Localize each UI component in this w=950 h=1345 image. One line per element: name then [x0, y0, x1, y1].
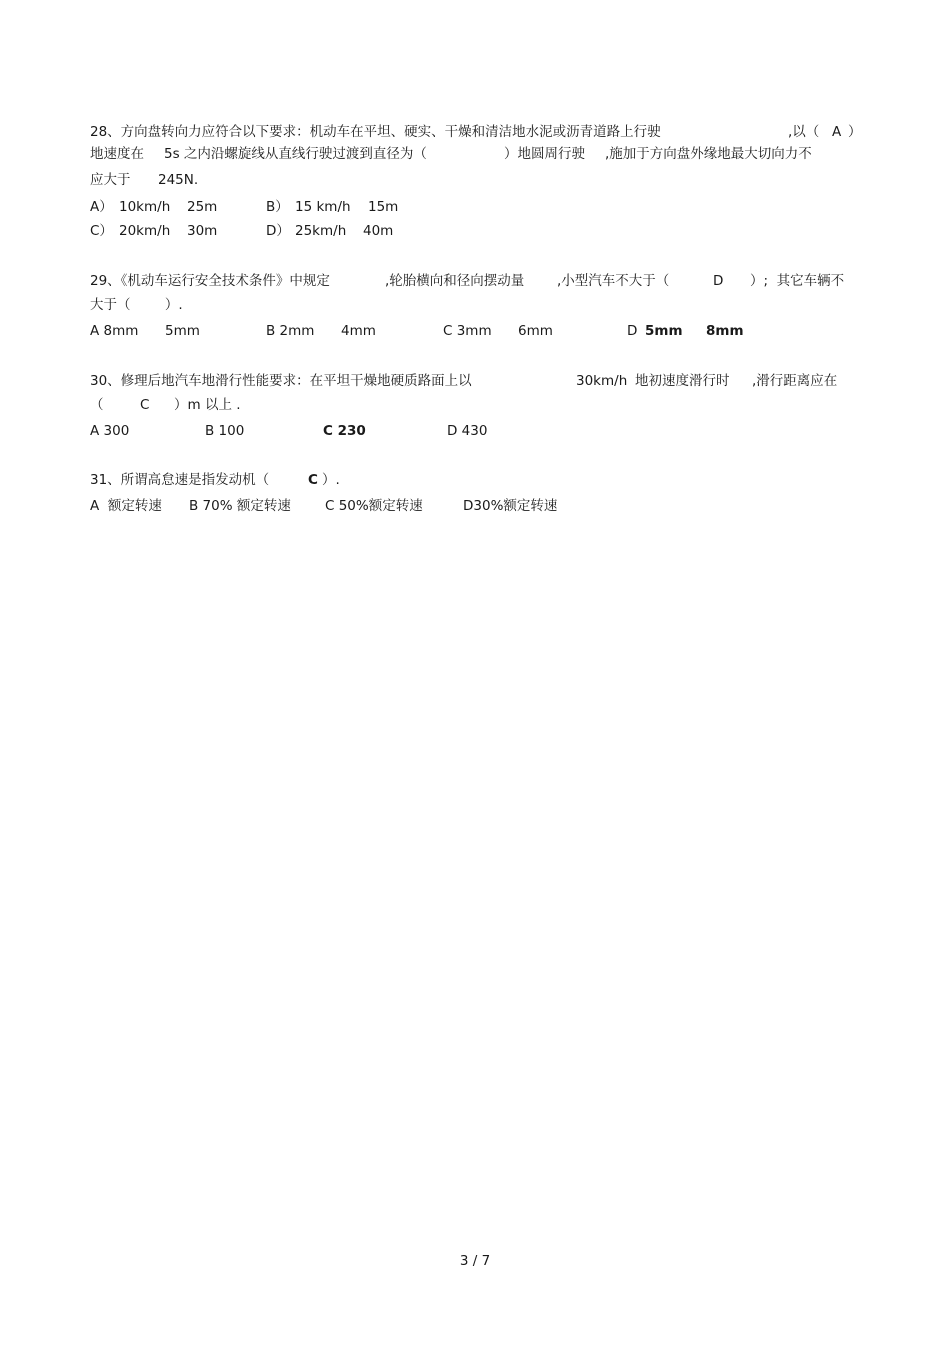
q31-option-d: D30%额定转速	[463, 498, 558, 514]
q31-option-b: B 70% 额定转速	[189, 498, 291, 514]
q30-line2-close: ）m 以上 .	[174, 397, 241, 413]
q28-option-c-label: C）	[90, 223, 113, 239]
q29-line1-c: ,小型汽车不大于（	[557, 273, 670, 289]
q30-line2-open: （	[90, 397, 104, 413]
q28-option-c-diameter: 30m	[187, 223, 218, 239]
q29-option-b-value2: 4mm	[341, 323, 376, 339]
q28-line2-b: 5s 之内沿螺旋线从直线行驶过渡到直径为（	[164, 146, 427, 162]
q30-option-a: A 300	[90, 423, 130, 439]
q30-option-d: D 430	[447, 423, 488, 439]
q29-option-b: B 2mm	[266, 323, 315, 339]
q30-line1-b: 30km/h	[576, 373, 628, 389]
q29-option-a: A 8mm	[90, 323, 139, 339]
q31-answer: C	[308, 472, 318, 488]
q28-option-b-label: B）	[266, 199, 289, 215]
q30-line1-c: 地初速度滑行时	[635, 373, 730, 389]
q29-answer: D	[713, 273, 724, 289]
q28-line2-c: ）地圆周行驶	[504, 146, 585, 162]
q28-option-d-label: D）	[266, 223, 290, 239]
q29-option-c-value2: 6mm	[518, 323, 553, 339]
q29-option-c: C 3mm	[443, 323, 492, 339]
q28-option-b-speed: 15 km/h	[295, 199, 351, 215]
q28-option-d-diameter: 40m	[363, 223, 394, 239]
q31-option-c: C 50%额定转速	[325, 498, 423, 514]
q29-line1-b: ,轮胎横向和径向摆动量	[385, 273, 525, 289]
q28-option-d-speed: 25km/h	[295, 223, 347, 239]
q31-line1-a: 31、所谓高怠速是指发动机（	[90, 472, 270, 488]
q29-line2: 大于（ ）.	[90, 297, 183, 313]
q28-answer: A	[832, 124, 842, 140]
q30-answer: C	[140, 397, 150, 413]
q29-option-d-value2: 8mm	[706, 323, 744, 339]
q28-line1-tail: ,以（	[788, 124, 820, 140]
q29-option-d-label: D	[627, 323, 638, 339]
page-number: 3 / 7	[459, 1253, 491, 1269]
q30-option-c: C 230	[323, 423, 366, 439]
q29-option-d-value1: 5mm	[645, 323, 683, 339]
q31-line1-b: ）.	[322, 472, 340, 488]
q28-option-a-speed: 10km/h	[119, 199, 171, 215]
q29-line1-d: ）; 其它车辆不	[750, 273, 845, 289]
q28-line2-a: 地速度在	[90, 146, 144, 162]
q28-option-a-diameter: 25m	[187, 199, 218, 215]
q31-option-a: A 额定转速	[90, 498, 162, 514]
q30-line1-d: ,滑行距离应在	[752, 373, 838, 389]
q28-line3-b: 245N.	[158, 172, 199, 188]
q28-option-b-diameter: 15m	[368, 199, 399, 215]
q28-option-a-label: A）	[90, 199, 113, 215]
q30-line1-a: 30、修理后地汽车地滑行性能要求：在平坦干燥地硬质路面上以	[90, 373, 472, 389]
q28-line3-a: 应大于	[90, 172, 131, 188]
q28-line2-d: ,施加于方向盘外缘地最大切向力不	[605, 146, 812, 162]
q28-line1-close: ）	[848, 124, 862, 140]
q29-option-a-value2: 5mm	[165, 323, 200, 339]
q29-line1-a: 29、《机动车运行安全技术条件》中规定	[90, 273, 330, 289]
q28-line1-text: 28、方向盘转向力应符合以下要求：机动车在平坦、硬实、干燥和清洁地水泥或沥青道路上行驶	[90, 124, 661, 140]
q28-option-c-speed: 20km/h	[119, 223, 171, 239]
q30-option-b: B 100	[205, 423, 245, 439]
